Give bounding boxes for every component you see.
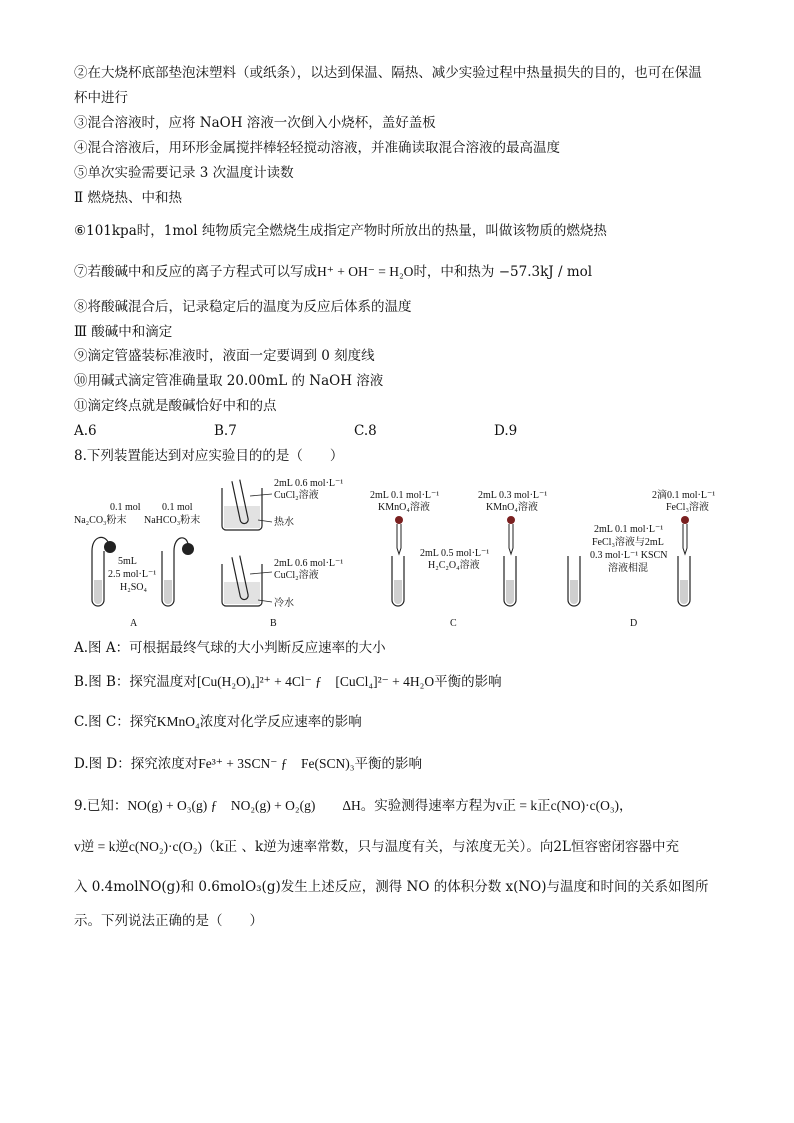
item-7-pre: ⑦若酸碱中和反应的离子方程式可以写成 [74, 264, 317, 280]
c-label-2: KMnO₄溶液 [378, 502, 430, 513]
item-6: ⑥101kpa时，1mol 纯物质完全燃烧生成指定产物时所放出的热量，叫做该物质的燃烧热 [74, 223, 607, 239]
a-label-6: 2.5 mol·L⁻¹ [108, 569, 157, 580]
item-9: ⑨滴定管盛装标准液时，液面一定要调到 0 刻度线 [74, 348, 375, 364]
c-dropper-bulb-right [507, 516, 515, 524]
figure-c [370, 490, 547, 629]
q8-option-c-post: 浓度对化学反应速率的影响 [199, 714, 362, 730]
q9-prefix: 9.已知： [74, 798, 128, 814]
q9-forward-rate: v正 = k正c(NO)·c(O₃) [495, 798, 620, 813]
q8-option-d [74, 755, 422, 773]
item-8: ⑧将酸碱混合后，记录稳定后的温度为反应后体系的温度 [74, 299, 412, 315]
q8-apparatus-figure [74, 476, 734, 636]
b-label-5: CuCl₂溶液 [274, 570, 319, 581]
a-acid-left [94, 580, 102, 604]
d-label-3: 2mL 0.1 mol·L⁻¹ [594, 524, 664, 535]
figure-b [222, 478, 343, 629]
item-7-post: 时，中和热为 −57.3kJ / mol [413, 264, 593, 280]
item-5: ⑤单次实验需要记录 3 次温度计读数 [74, 165, 294, 181]
q9-line-4: 示。下列说法正确的是（ ） [74, 913, 263, 929]
c-label-3: 2mL 0.3 mol·L⁻¹ [478, 490, 548, 501]
c-label-1: 2mL 0.1 mol·L⁻¹ [370, 490, 440, 501]
d-label-2: FeCl₃溶液 [666, 502, 709, 513]
item-11: ⑪滴定终点就是酸碱恰好中和的点 [74, 398, 277, 414]
item-4: ④混合溶液后，用环形金属搅拌棒轻轻搅动溶液，并准确读取混合溶液的最高温度 [74, 140, 560, 156]
c-solution-left [394, 580, 402, 604]
section-2-heading: Ⅱ 燃烧热、中和热 [74, 190, 182, 206]
q8-option-d-equation: Fe³⁺ + 3SCN⁻ ƒ Fe(SCN)₃ [198, 756, 355, 771]
b-cold-water [224, 582, 260, 604]
q9-line-3: 入 0.4molNO(g)和 0.6molO₃(g)发生上述反应，测得 NO 的体积分数 x(NO)与温度和时间的关系如图所 [74, 879, 709, 895]
q8-option-c-pre: C.图 C：探究 [74, 714, 157, 730]
d-solution-right [680, 580, 688, 604]
d-label-5: 0.3 mol·L⁻¹ KSCN [590, 550, 668, 561]
d-solution-left [570, 580, 578, 604]
item-2-line-2: 杯中进行 [74, 90, 128, 106]
a-label-2: Na₂CO₃粉末 [74, 515, 127, 526]
section-3-heading: Ⅲ 酸碱中和滴定 [74, 324, 173, 340]
b-label-6: 冷水 [274, 598, 294, 609]
d-label-1: 2滴0.1 mol·L⁻¹ [652, 490, 716, 501]
q8-option-d-pre: D.图 D：探究浓度对 [74, 756, 199, 772]
q9-mid: 。实验测得速率方程为 [360, 798, 496, 814]
figure-a [74, 502, 200, 629]
b-label-2: CuCl₂溶液 [274, 490, 319, 501]
c-dropper-bulb-left [395, 516, 403, 524]
q7-option-d: D.9 [494, 423, 518, 439]
q9-reaction: NO(g) + O₃(g) ƒ NO₂(g) + O₂(g) ΔH [127, 798, 361, 813]
q9-line-1 [74, 797, 633, 815]
c-solution-right [506, 580, 514, 604]
item-3: ③混合溶液时，应将 NaOH 溶液一次倒入小烧杯，盖好盖板 [74, 115, 436, 131]
caption-c: C [450, 618, 457, 629]
caption-b: B [270, 618, 277, 629]
d-dropper-bulb [681, 516, 689, 524]
q8-option-c-formula: KMnO₄ [156, 714, 200, 729]
q9-line-2 [74, 838, 679, 856]
a-acid-right [164, 580, 172, 604]
b-label-4: 2mL 0.6 mol·L⁻¹ [274, 558, 344, 569]
a-label-7: H₂SO₄ [120, 582, 147, 593]
caption-a: A [130, 618, 138, 629]
q8-option-a: A.图 A：可根据最终气球的大小判断反应速率的大小 [74, 640, 386, 656]
a-label-3: 0.1 mol [162, 502, 193, 513]
item-2-line-1: ②在大烧杯底部垫泡沫塑料（或纸条），以达到保温、隔热、减少实验过程中热量损失的目的，也可在保温 [74, 65, 702, 81]
q7-option-a: A.6 [74, 423, 97, 439]
c-dropper-right [509, 524, 513, 554]
q8-option-d-post: 平衡的影响 [354, 756, 423, 772]
caption-d: D [630, 618, 638, 629]
d-label-4: FeCl₃溶液与2mL [592, 537, 664, 548]
q8-option-c [74, 713, 362, 731]
q8-option-b-equation: [Cu(H₂O)₄]²⁺ + 4Cl⁻ ƒ [CuCl₄]²⁻ + 4H₂O [196, 674, 435, 689]
q8-option-b [74, 673, 502, 691]
q7-option-b: B.7 [214, 423, 237, 439]
c-label-6: H₂C₂O₄溶液 [428, 560, 480, 571]
a-label-1: 0.1 mol [110, 502, 141, 513]
q9-reverse-rate: v逆 = k逆c(NO₂)·c(O₂) [74, 839, 202, 854]
q9-line-2-text: （k正 、k逆为速率常数，只与温度有关，与浓度无关）。向2L恒容密闭容器中充 [202, 839, 679, 855]
c-dropper-left [397, 524, 401, 554]
a-balloon-right [182, 543, 194, 555]
q7-option-c: C.8 [354, 423, 377, 439]
c-label-5: 2mL 0.5 mol·L⁻¹ [420, 548, 490, 559]
a-label-4: NaHCO₃粉末 [144, 515, 201, 526]
d-label-6: 溶液相混 [608, 563, 648, 574]
a-balloon-left [104, 541, 116, 553]
q8-option-b-pre: B.图 B：探究温度对 [74, 674, 197, 690]
item-7-equation: H⁺ + OH⁻ = H₂O [317, 264, 414, 279]
figure-d [568, 488, 715, 629]
b-hot-water [224, 506, 260, 528]
q9-end: ， [619, 798, 633, 814]
d-dropper [683, 524, 687, 554]
q8-stem: 8.下列装置能达到对应实验目的的是（ ） [74, 448, 344, 464]
b-label-1: 2mL 0.6 mol·L⁻¹ [274, 478, 344, 489]
item-7 [74, 263, 592, 281]
item-10: ⑩用碱式滴定管准确量取 20.00mL 的 NaOH 溶液 [74, 373, 384, 389]
q8-option-b-post: 平衡的影响 [434, 674, 502, 690]
c-label-4: KMnO₄溶液 [486, 502, 538, 513]
a-label-5: 5mL [118, 556, 137, 567]
b-label-3: 热水 [274, 517, 294, 528]
